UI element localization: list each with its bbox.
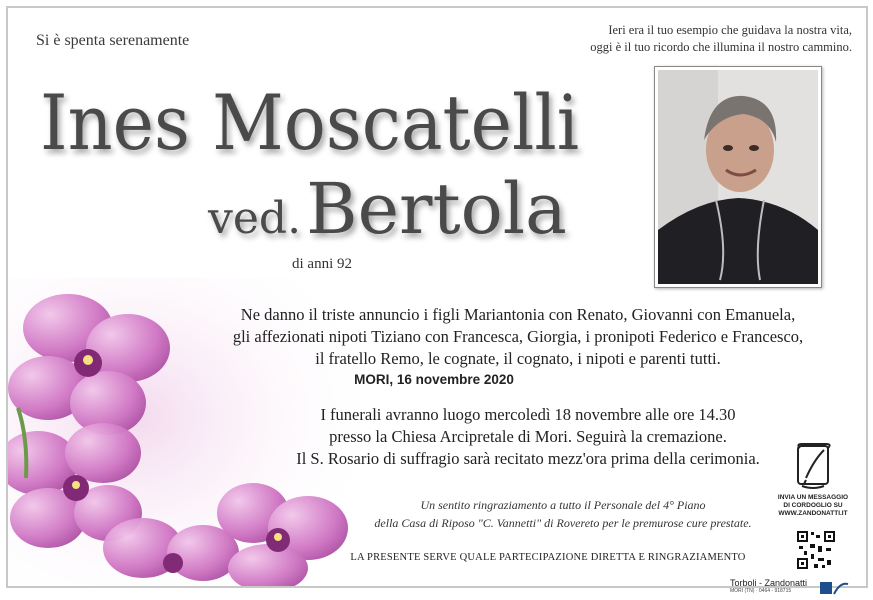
condolence-line: WWW.ZANDONATTI.IT [778, 510, 848, 517]
place-date: MORI, 16 novembre 2020 [354, 372, 514, 387]
quill-scroll-icon[interactable] [792, 440, 834, 492]
portrait-photo [654, 66, 822, 288]
quote-line: oggi è il tuo ricordo che illumina il nostro cammino. [590, 40, 852, 54]
footer-notice: LA PRESENTE SERVE QUALE PARTECIPAZIONE DIRETTA E RINGRAZIAMENTO [350, 552, 746, 563]
brand-logo-icon [820, 580, 850, 596]
thanks-line: della Casa di Riposo "C. Vannetti" di Rovereto per le premurose cure prestate. [374, 516, 752, 530]
quote-line: Ieri era il tuo esempio che guidava la nostra vita, [608, 23, 852, 37]
condolence-line: INVIA UN MESSAGGIO [777, 494, 849, 501]
announcement-line: Ne danno il triste annuncio i figli Mariantonia con Renato, Giovanni con Emanuela, [240, 305, 796, 324]
funeral-line: I funerali avranno luogo mercoledì 18 novembre alle ore 14.30 [320, 405, 736, 424]
announcement-line: gli affezionati nipoti Tiziano con Francesca, Giorgia, i pronipoti Federico e Francesco, [232, 327, 804, 346]
married-name [208, 168, 567, 250]
funeral-line: presso la Chiesa Arcipretale di Mori. Seguirà la cremazione. [329, 427, 727, 446]
widow-prefix: ved. [208, 193, 302, 244]
portrait-image [658, 70, 818, 284]
funeral-details [248, 404, 808, 470]
brand-subtitle: MORI (TN) · 0464 - 918715 [730, 588, 792, 594]
married-surname: Bertola [306, 168, 567, 250]
thanks-line: Un sentito ringraziamento a tutto il Personale del 4° Piano [420, 498, 706, 512]
memorial-quote [532, 22, 852, 56]
qr-code-icon[interactable] [796, 530, 836, 570]
age-text: di anni 92 [292, 256, 352, 272]
intro-text: Si è spenta serenamente [36, 32, 190, 49]
obituary-frame [6, 6, 868, 588]
condolence-line: DI CORDOGLIO SU [783, 502, 843, 509]
deceased-name: Ines Moscatelli [40, 78, 580, 167]
announcement-text [178, 304, 858, 370]
condolence-link-text[interactable] [772, 494, 854, 518]
announcement-line: il fratello Remo, le cognate, il cognato, i nipoti e parenti tutti. [315, 349, 721, 368]
brand-name: Torboli - Zandonatti [730, 578, 808, 588]
thanks-text [338, 496, 788, 532]
funeral-line: Il S. Rosario di suffragio sarà recitato mezz'ora prima della cerimonia. [296, 449, 760, 468]
